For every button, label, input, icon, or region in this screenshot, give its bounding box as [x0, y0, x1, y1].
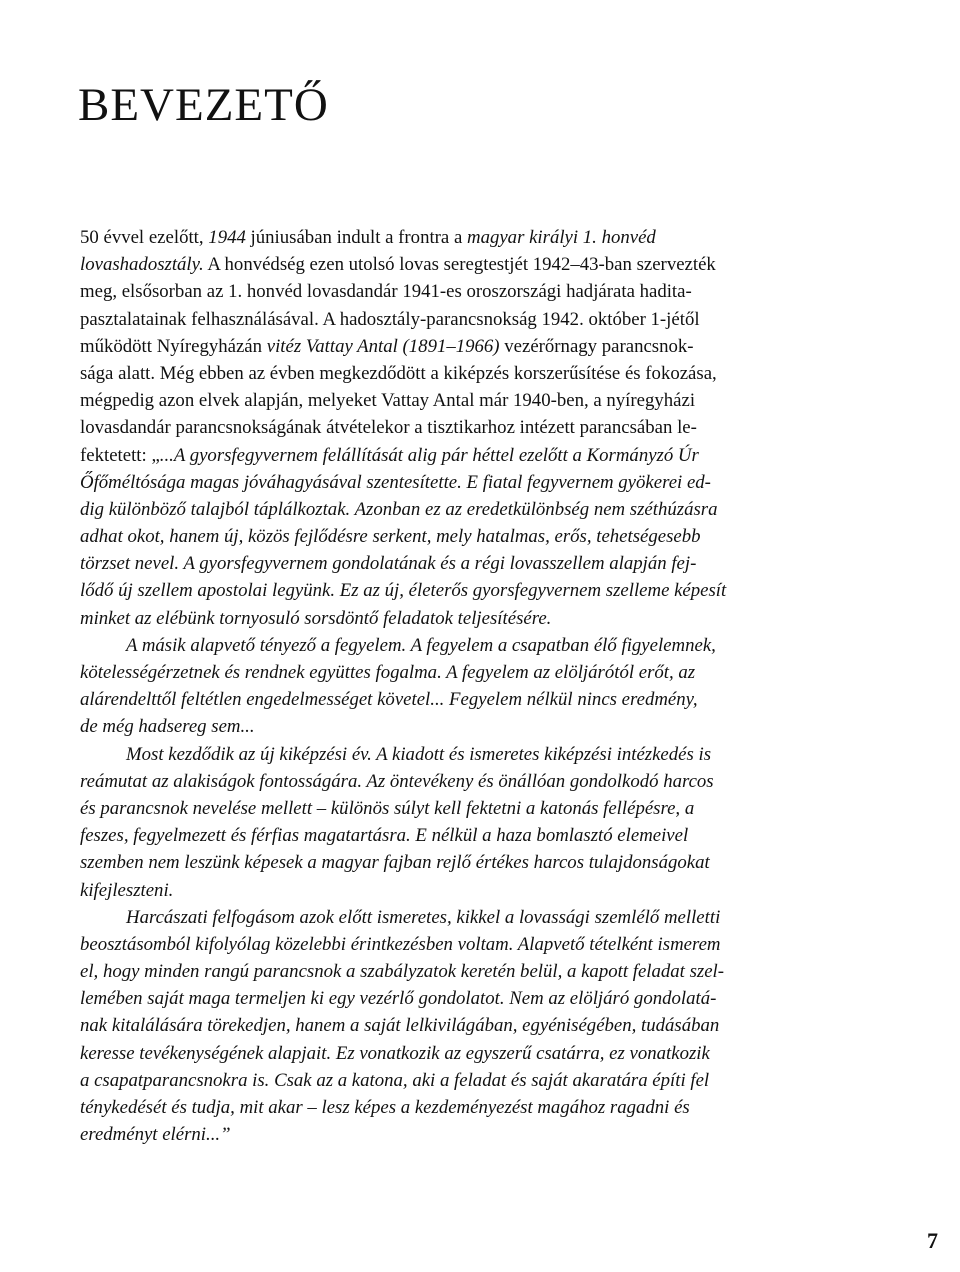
text-line	[80, 632, 938, 659]
text-line	[80, 849, 938, 876]
text-segment: 50 évvel ezelőtt,	[80, 227, 209, 248]
italic-text-segment: alárendelttől feltétlen engedelmességet követel... Fegyelem nélkül nincs eredmény,	[80, 689, 698, 711]
italic-text-segment: minket az elébünk tornyosuló sorsdöntő feladatok teljesítésére.	[80, 607, 552, 629]
text-line	[80, 306, 938, 333]
text-line	[80, 387, 938, 414]
italic-text-segment: el, hogy minden rangú parancsnok a szabályzatok keretén belül, a kapott feladat szel-	[80, 961, 725, 983]
text-line	[80, 360, 938, 387]
italic-text-segment: kifejleszteni.	[80, 879, 174, 901]
text-line	[80, 414, 938, 441]
italic-text-segment: Őfőméltósága magas jóváhagyásával szentesítette. E fiatal fegyvernem gyökerei ed-	[80, 471, 711, 493]
text-line	[80, 251, 938, 278]
italic-text-segment: reámutat az alakiságok fontosságára. Az öntevékeny és önállóan gondolkodó harcos	[80, 770, 714, 792]
text-line	[80, 686, 938, 713]
text-line	[80, 333, 938, 360]
text-segment: működött Nyíregyházán	[80, 335, 267, 357]
text-line	[80, 278, 938, 305]
text-line	[80, 659, 938, 686]
text-line	[80, 496, 938, 523]
text-line	[80, 605, 938, 632]
text-line	[80, 768, 938, 795]
page-title: BEVEZETŐ	[78, 79, 329, 131]
italic-text-segment: vitéz Vattay Antal (1891–1966)	[266, 335, 500, 357]
text-segment: sága alatt. Még ebben az évben megkezdődött a kiképzés korszerűsítése és fokozása,	[80, 362, 717, 384]
italic-text-segment: ténykedését és tudja, mit akar – lesz képes a kezdeményezést magához ragadni és	[80, 1097, 690, 1118]
italic-text-segment: 1944	[208, 227, 246, 248]
text-line	[80, 713, 938, 740]
italic-text-segment: nak kitalálására törekedjen, hanem a saját lelkivilágában, egyéniségében, tudásában	[80, 1015, 720, 1037]
text-line	[80, 550, 938, 577]
text-line	[80, 1040, 938, 1067]
italic-text-segment: a csapatparancsnokra is. Csak az a katona, aki a feladat és saját akaratára építi fel	[80, 1069, 710, 1091]
text-segment: lovasdandár parancsnokságának átvételekor a tisztikarhoz intézett parancsában le-	[80, 417, 697, 439]
text-line	[80, 741, 938, 768]
page-number: 7	[927, 1228, 938, 1253]
text-line	[80, 985, 938, 1012]
body-text	[80, 224, 938, 1148]
text-line	[80, 795, 938, 822]
text-line	[80, 523, 938, 550]
text-line	[80, 577, 938, 604]
italic-text-segment: keresse tevékenységének alapjait. Ez vonatkozik az egyszerű csatárra, ez vonatkozik	[80, 1042, 710, 1064]
italic-text-segment: beosztásomból kifolyólag közelebbi érintkezésben voltam. Alapvető tételként ismerem	[80, 933, 721, 955]
text-line	[80, 822, 938, 849]
text-line	[80, 469, 938, 496]
italic-text-segment: Harcászati felfogásom azok előtt ismeretes, kikkel a lovassági szemlélő melletti	[126, 906, 721, 928]
italic-text-segment: ...A gyorsfegyvernem felállítását alig pár héttel ezelőtt a Kormányzó Úr	[159, 444, 699, 466]
text-segment: júniusában indult a frontra a	[245, 227, 467, 248]
text-segment: meg, elsősorban az 1. honvéd lovasdandár 1941-es oroszországi hadjárata hadita-	[80, 281, 692, 303]
italic-text-segment: magyar királyi 1. honvéd	[467, 227, 656, 248]
italic-text-segment: adhat okot, hanem új, közös fejlődésre serkent, mely hatalmas, erős, tehetségesebb	[80, 526, 701, 548]
italic-text-segment: szemben nem leszünk képesek a magyar fajban rejlő értékes harcos tulajdonságokat	[80, 852, 710, 874]
text-segment: mégpedig azon elvek alapján, melyeket Vattay Antal már 1940-ben, a nyíregyházi	[80, 390, 696, 412]
italic-text-segment: eredményt elérni...”	[80, 1124, 231, 1146]
italic-text-segment: lődő új szellem apostolai legyünk. Ez az új, életerős gyorsfegyvernem szelleme képesít	[80, 580, 727, 602]
italic-text-segment: feszes, fegyelmezett és férfias magatartásra. E nélkül a haza bomlasztó elemeivel	[80, 825, 689, 847]
italic-text-segment: és parancsnok nevelése mellett – különös súlyt kell fektetni a katonás fellépésre, a	[80, 797, 695, 819]
text-line	[80, 1067, 938, 1094]
text-segment: vezérőrnagy parancsnok-	[499, 335, 694, 357]
italic-text-segment: törzset nevel. A gyorsfegyvernem gondolatának és a régi lovasszellem alapján fej-	[80, 553, 697, 575]
italic-text-segment: A másik alapvető tényező a fegyelem. A fegyelem a csapatban élő figyelemnek,	[126, 634, 716, 656]
text-line	[80, 931, 938, 958]
text-line	[80, 1121, 938, 1148]
text-line	[80, 1012, 938, 1039]
text-segment: fektetett: „	[80, 444, 160, 466]
text-line	[80, 442, 938, 469]
text-line	[80, 958, 938, 985]
text-segment: A honvédség ezen utolsó lovas seregtestjét 1942–43-ban szervezték	[203, 254, 716, 276]
italic-text-segment: Most kezdődik az új kiképzési év. A kiadott és ismeretes kiképzési intézkedés is	[126, 743, 712, 765]
italic-text-segment: lovashadosztály.	[80, 254, 204, 276]
text-line	[80, 1094, 938, 1121]
italic-text-segment: kötelességérzetnek és rendnek együttes fogalma. A fegyelem az elöljárótól erőt, az	[80, 662, 696, 683]
text-line	[80, 224, 938, 251]
italic-text-segment: de még hadsereg sem...	[80, 716, 255, 738]
italic-text-segment: lemében saját maga termeljen ki egy vezérlő gondolatot. Nem az elöljáró gondolatá-	[80, 988, 717, 1010]
text-line	[80, 904, 938, 931]
text-line	[80, 877, 938, 904]
italic-text-segment: dig különböző talajból táplálkoztak. Azonban ez az eredetkülönbség nem széthúzásra	[80, 498, 718, 520]
text-segment: pasztalatainak felhasználásával. A hadosztály-parancsnokság 1942. október 1-jétől	[80, 308, 700, 330]
